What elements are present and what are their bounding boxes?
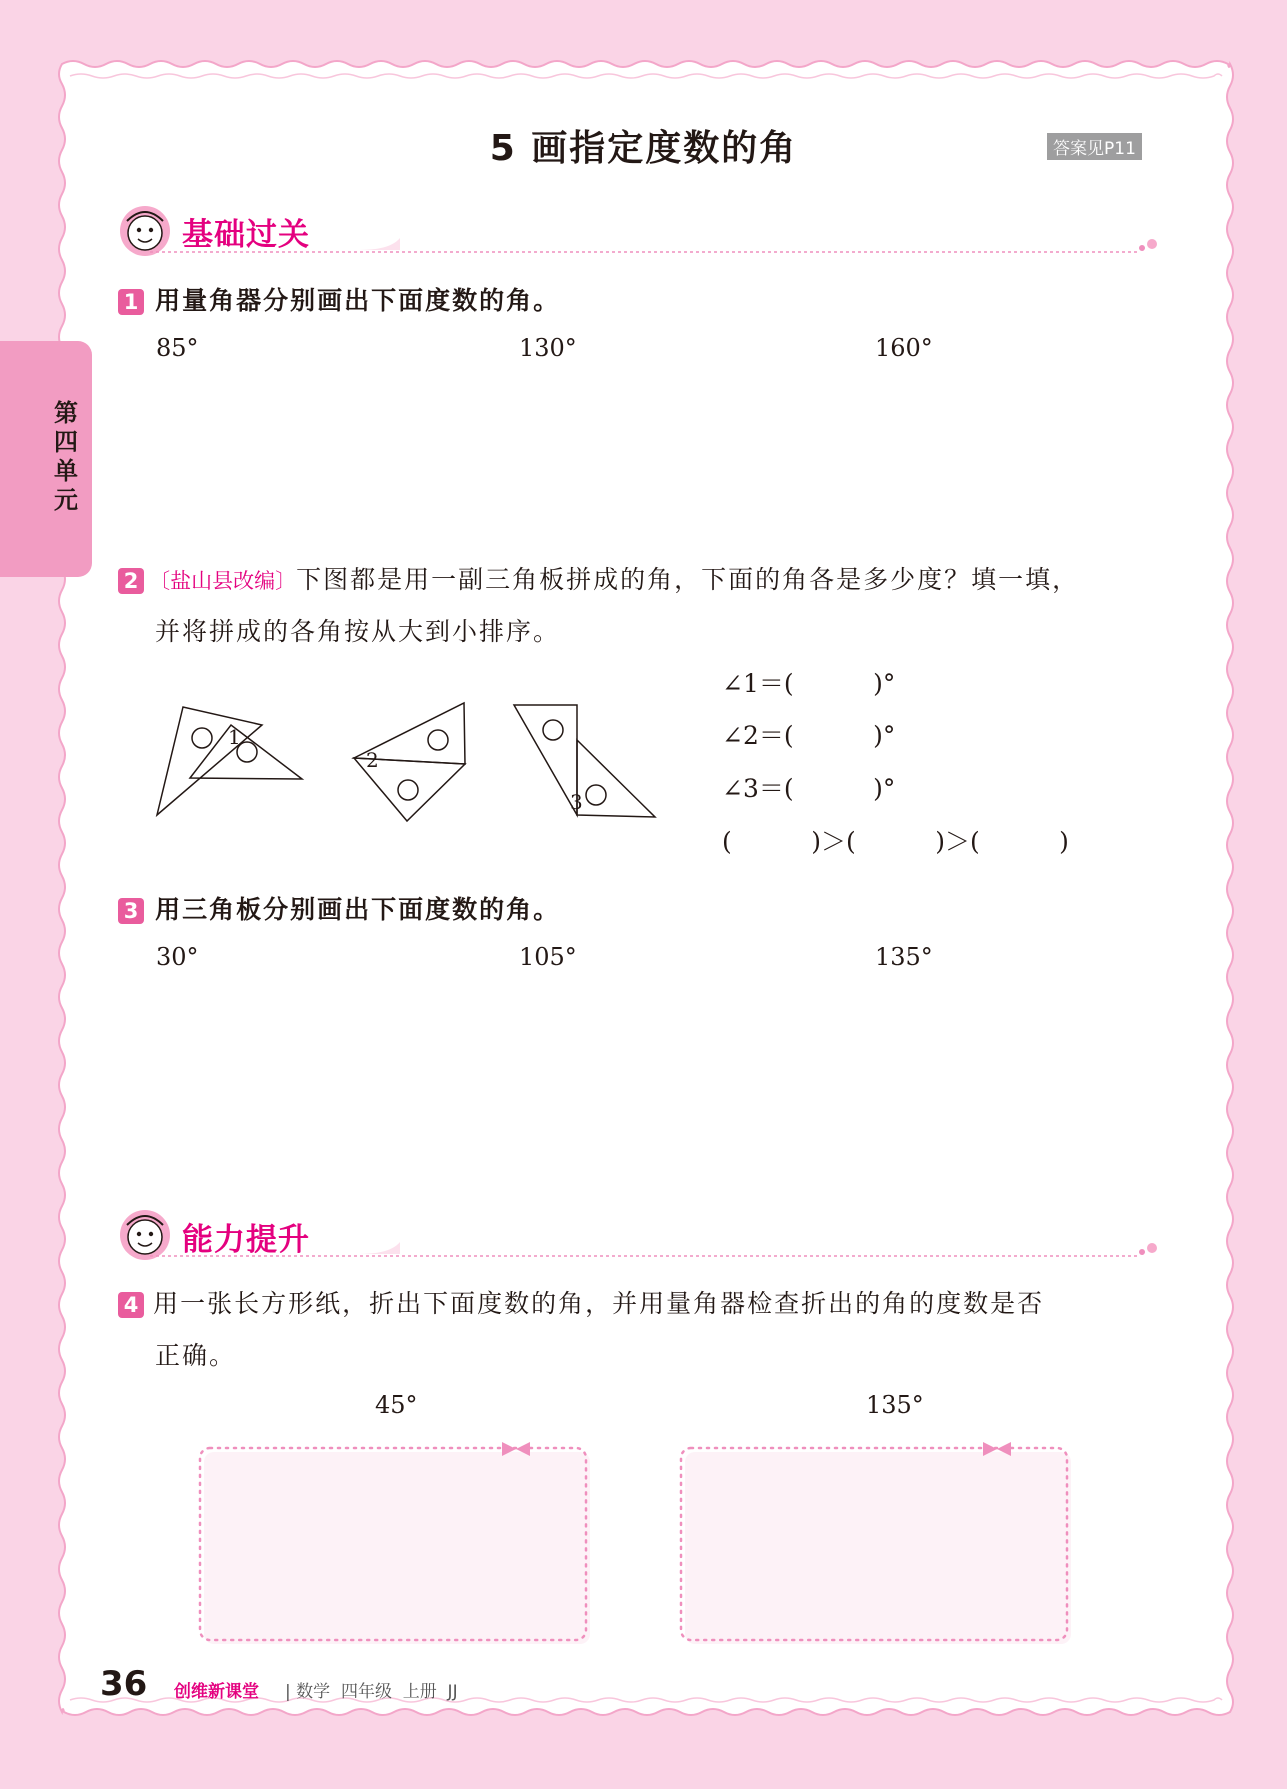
question-4 bbox=[118, 1284, 1044, 1320]
q4-angle-45: 45° bbox=[375, 1391, 418, 1419]
page-title: 5 画指定度数的角 bbox=[489, 128, 798, 169]
q3-angle-30: 30° bbox=[156, 943, 199, 971]
q1-angle-130: 130° bbox=[519, 334, 577, 362]
question-1-text: 用量角器分别画出下面度数的角。 bbox=[155, 286, 561, 315]
fold-box-45[interactable] bbox=[196, 1440, 596, 1650]
footer-book-info: | 数学 四年级 上册 JJ bbox=[285, 1682, 458, 1702]
unit-side-tab bbox=[0, 341, 92, 577]
answer-reference-badge: 答案见P11 bbox=[1047, 133, 1142, 160]
section-title-basic: 基础过关 bbox=[182, 217, 310, 253]
fold-box-135[interactable] bbox=[677, 1440, 1077, 1650]
footer-brand: 创维新课堂 bbox=[174, 1682, 259, 1702]
q3-angle-105: 105° bbox=[519, 943, 577, 971]
page-number: 36 bbox=[100, 1664, 148, 1704]
section-divider-advanced bbox=[150, 1238, 1162, 1262]
question-3-text: 用三角板分别画出下面度数的角。 bbox=[155, 895, 561, 924]
question-4-text-line2: 正确。 bbox=[155, 1341, 237, 1370]
question-2-number: 2 bbox=[118, 568, 144, 594]
question-3 bbox=[118, 890, 560, 926]
section-divider-basic bbox=[150, 234, 1162, 258]
question-1-number: 1 bbox=[118, 289, 144, 315]
question-2-text-line1: 下图都是用一副三角板拼成的角，下面的角各是多少度？填一填， bbox=[296, 565, 1080, 594]
figure-label-1: 1 bbox=[228, 725, 241, 749]
q1-angle-160: 160° bbox=[875, 334, 933, 362]
question-2-source: 〔盐山县改编〕 bbox=[149, 569, 297, 593]
unit-side-tab-label: 第四单元 bbox=[54, 399, 78, 514]
blank-ordering[interactable]: ( )＞( )＞( ) bbox=[722, 827, 1069, 856]
section-title-advanced: 能力提升 bbox=[182, 1222, 310, 1258]
blank-angle-1[interactable]: ∠1＝( )° bbox=[722, 669, 896, 698]
blank-angle-2[interactable]: ∠2＝( )° bbox=[722, 721, 896, 750]
question-2-text-line2: 并将拼成的各角按从大到小排序。 bbox=[155, 617, 561, 646]
blank-angle-3[interactable]: ∠3＝( )° bbox=[722, 774, 896, 803]
q4-angle-135: 135° bbox=[866, 1391, 924, 1419]
question-4-text-line1: 用一张长方形纸，折出下面度数的角，并用量角器检查折出的角的度数是否 bbox=[153, 1289, 1045, 1318]
triangle-set-figures bbox=[150, 695, 670, 825]
question-1 bbox=[118, 281, 560, 317]
q1-angle-85: 85° bbox=[156, 334, 199, 362]
figure-label-3: 3 bbox=[570, 790, 583, 814]
figure-angle-1 bbox=[157, 707, 302, 815]
question-2 bbox=[118, 560, 1079, 596]
question-4-number: 4 bbox=[118, 1292, 144, 1318]
question-3-number: 3 bbox=[118, 898, 144, 924]
q3-angle-135: 135° bbox=[875, 943, 933, 971]
figure-angle-3 bbox=[514, 705, 655, 817]
figure-label-2: 2 bbox=[366, 748, 379, 772]
